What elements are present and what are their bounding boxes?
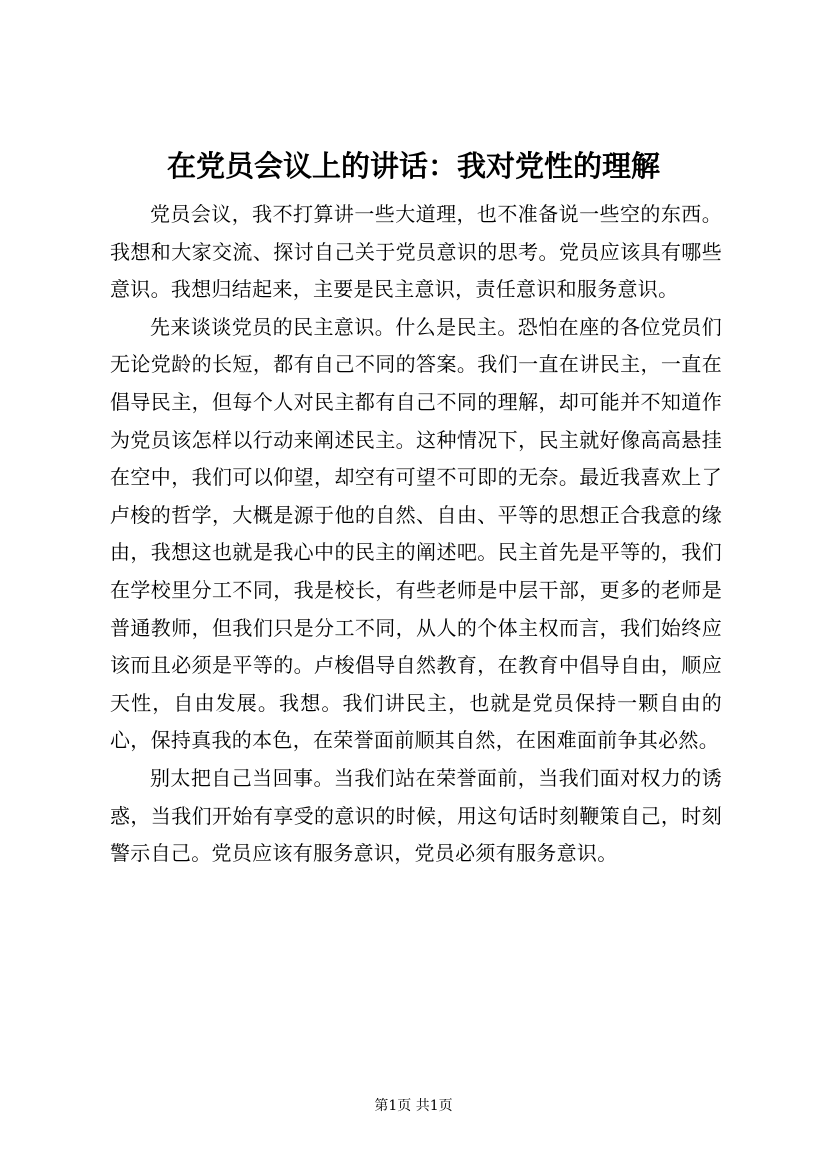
page-footer: 第1页 共1页 [374, 1098, 453, 1114]
paragraph-service: 别太把自己当回事。当我们站在荣誉面前，当我们面对权力的诱惑，当我们开始有享受的意识的时候，用这句话时刻鞭策自己，时刻警示自己。党员应该有服务意识，党员必须有服务意识。 [110, 765, 722, 866]
document-body [110, 196, 722, 873]
paragraph-intro: 党员会议，我不打算讲一些大道理，也不准备说一些空的东西。我想和大家交流、探讨自己关于党员意识的思考。党员应该具有哪些意识。我想归结起来，主要是民主意识，责任意识和服务意识。 [110, 202, 722, 302]
document-title: 在党员会议上的讲话：我对党性的理解 [166, 149, 660, 183]
paragraph-democracy: 先来谈谈党员的民主意识。什么是民主。恐怕在座的各位党员们无论党龄的长短，都有自己不同的答案。我们一直在讲民主，一直在倡导民主，但每个人对民主都有自己不同的理解，却可能并不知道作为党员该怎样以行动来阐述民主。这种情况下，民主就好像高高悬挂在空中，我们可以仰望，却空有可望不可即的无奈。最近我喜欢上了卢梭的哲学，大概是源于他的自然、自由、平等的思想正合我意的缘由，我想这也就是我心中的民主的阐述吧。民主首先是平等的，我们在学校里分工不同，我是校长，有些老师是中层干部，更多的老师是普通教师，但我们只是分工不同，从人的个体主权而言，我们始终应该而且必须是平等的。卢梭倡导自然教育，在教育中倡导自由，顺应天性，自由发展。我想。我们讲民主，也就是党员保持一颗自由的心，保持真我的本色，在荣誉面前顺其自然，在困难面前争其必然。 [110, 314, 722, 753]
